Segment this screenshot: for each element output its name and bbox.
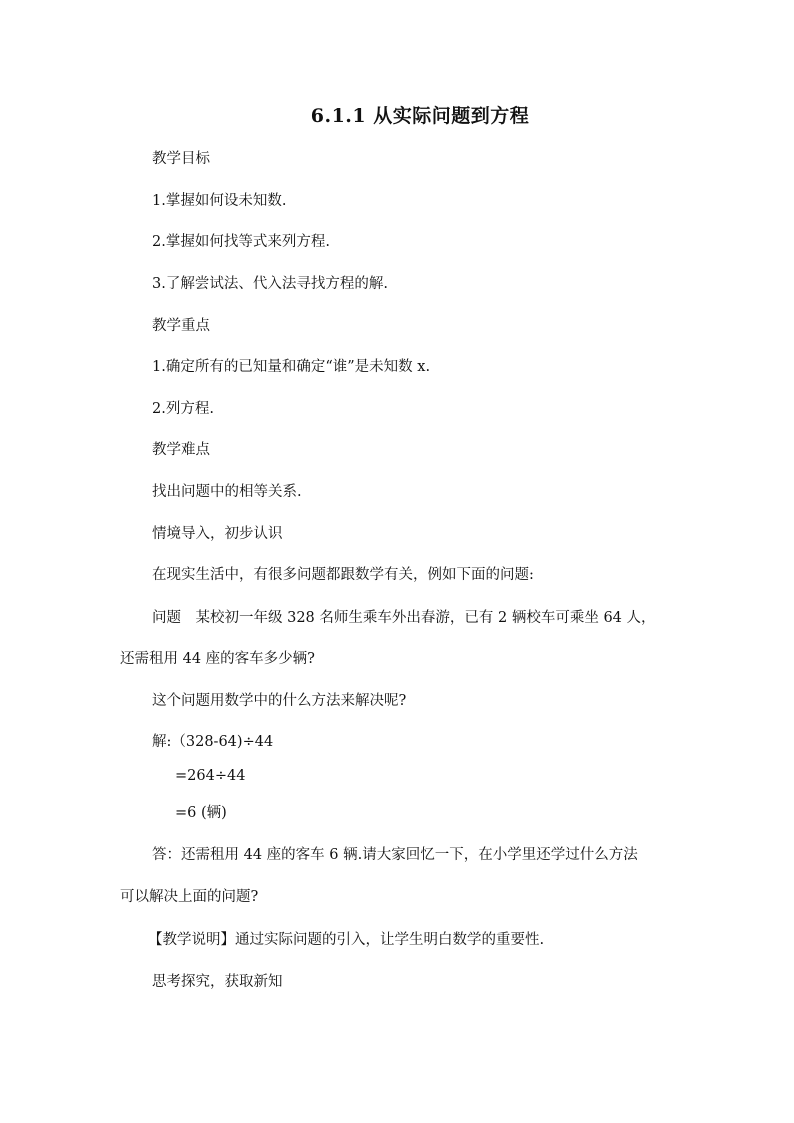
goal-item-3: 3.了解尝试法、代入法寻找方程的解. bbox=[152, 276, 388, 292]
teaching-note: 【教学说明】通过实际问题的引入，让学生明白数学的重要性. bbox=[148, 932, 545, 948]
focus-item-2: 2.列方程. bbox=[152, 401, 214, 417]
solution-step-3: =6 (辆) bbox=[175, 805, 227, 821]
goal-item-1: 1.掌握如何设未知数. bbox=[152, 193, 287, 209]
heading-teaching-difficulty: 教学难点 bbox=[152, 442, 210, 458]
solution-step-2: =264÷44 bbox=[175, 768, 246, 784]
paragraph-intro: 在现实生活中，有很多问题都跟数学有关，例如下面的问题: bbox=[152, 567, 534, 583]
solution-step-1: 解:（328-64)÷44 bbox=[152, 734, 274, 750]
goal-item-2: 2.掌握如何找等式来列方程. bbox=[152, 234, 330, 250]
heading-teaching-focus: 教学重点 bbox=[152, 318, 210, 334]
heading-teaching-goals: 教学目标 bbox=[152, 151, 210, 167]
problem-statement-line-1: 问题 某校初一年级 328 名师生乘车外出春游，已有 2 辆校车可乘坐 64 人， bbox=[152, 610, 656, 626]
difficulty-item: 找出问题中的相等关系. bbox=[152, 484, 302, 500]
heading-scenario-intro: 情境导入，初步认识 bbox=[152, 526, 283, 542]
answer-line-2: 可以解决上面的问题? bbox=[120, 889, 259, 905]
problem-statement-line-2: 还需租用 44 座的客车多少辆? bbox=[120, 651, 315, 667]
question-method: 这个问题用数学中的什么方法来解决呢? bbox=[152, 693, 407, 709]
focus-item-1: 1.确定所有的已知量和确定“谁”是未知数 x. bbox=[152, 359, 431, 375]
answer-line-1: 答：还需租用 44 座的客车 6 辆.请大家回忆一下，在小学里还学过什么方法 bbox=[152, 847, 638, 863]
heading-explore: 思考探究，获取新知 bbox=[152, 974, 283, 990]
page-title: 6.1.1 从实际问题到方程 bbox=[310, 105, 530, 127]
